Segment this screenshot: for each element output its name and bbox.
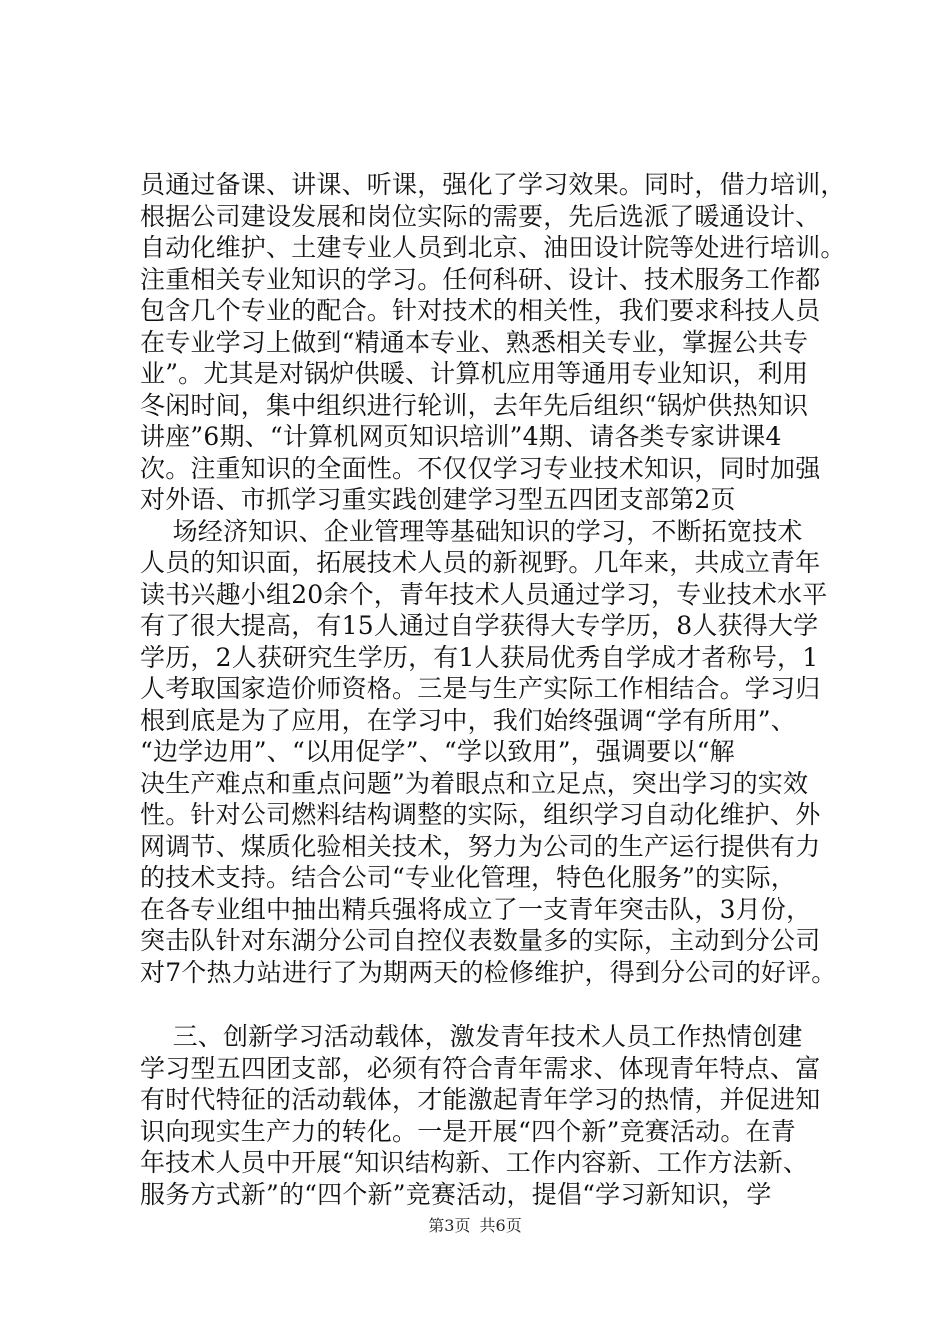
text-line: 根到底是为了应用，在学习中，我们始终强调“学有所用”、 bbox=[140, 705, 796, 735]
text-line: 根据公司建设发展和岗位实际的需要，先后选派了暖通设计、 bbox=[140, 201, 821, 231]
text-line: 自动化维护、土建专业人员到北京、油田设计院等处进行培训。 bbox=[140, 233, 846, 262]
body-text-block-1 bbox=[140, 169, 846, 988]
text-line: 次。注重知识的全面性。不仅仅学习专业技术知识，同时加强 bbox=[140, 453, 821, 483]
page-total: 共6页 bbox=[479, 1216, 522, 1235]
text-line: 有时代特征的活动载体，才能激起青年学习的热情，并促进知 bbox=[140, 1085, 821, 1114]
text-line: 三、创新学习活动载体，激发青年技术人员工作热情创建 bbox=[140, 1022, 803, 1051]
text-line: 性。针对公司燃料结构调整的实际，组织学习自动化维护、外 bbox=[140, 800, 821, 829]
page-footer bbox=[0, 1216, 950, 1236]
text-line: 服务方式新”的“四个新”竞赛活动，提倡“学习新知识，学 bbox=[140, 1179, 772, 1209]
text-line: 讲座”6期、“计算机网页知识培训”4期、请各类专家讲课4 bbox=[140, 422, 782, 451]
text-line: 网调节、煤质化验相关技术，努力为公司的生产运行提供有力 bbox=[140, 831, 821, 861]
text-line: 业”。尤其是对锅炉供暖、计算机应用等通用专业知识，利用 bbox=[140, 359, 809, 388]
text-line: 决生产难点和重点问题”为着眼点和立足点，突出学习的实效 bbox=[140, 768, 809, 798]
text-line: 对外语、市抓学习重实践创建学习型五四团支部第2页 bbox=[140, 485, 736, 514]
text-line: 有了很大提高，有15人通过自学获得大专学历，8人获得大学 bbox=[140, 611, 819, 640]
body-text-block-2 bbox=[140, 1021, 820, 1210]
text-line: 人员的知识面，拓展技术人员的新视野。几年来，共成立青年 bbox=[140, 548, 821, 577]
text-line: “边学边用”、“以用促学”、“学以致用”，强调要以“解 bbox=[140, 737, 735, 766]
text-line: 年技术人员中开展“知识结构新、工作内容新、工作方法新、 bbox=[140, 1148, 809, 1177]
text-line: 员通过备课、讲课、听课，强化了学习效果。同时，借力培训， bbox=[140, 170, 846, 199]
text-line: 突击队针对东湖分公司自控仪表数量多的实际，主动到分公司 bbox=[140, 926, 821, 955]
text-line: 读书兴趣小组20余个，青年技术人员通过学习，专业技术水平 bbox=[140, 579, 828, 609]
text-line: 识向现实生产力的转化。一是开展“四个新”竞赛活动。在青 bbox=[140, 1116, 796, 1146]
text-line: 在专业学习上做到“精通本专业、熟悉相关专业，掌握公共专 bbox=[140, 327, 809, 357]
text-line: 对7个热力站进行了为期两天的检修维护，得到分公司的好评。 bbox=[140, 957, 837, 987]
text-line: 注重相关专业知识的学习。任何科研、设计、技术服务工作都 bbox=[140, 264, 821, 294]
text-line: 包含几个专业的配合。针对技术的相关性，我们要求科技人员 bbox=[140, 296, 821, 325]
text-line: 冬闲时间，集中组织进行轮训，去年先后组织“锅炉供热知识 bbox=[140, 390, 809, 420]
text-line: 学历，2人获研究生学历，有1人获局优秀自学成才者称号，1 bbox=[140, 642, 819, 672]
page-number: 第3页 bbox=[428, 1216, 471, 1235]
text-line: 场经济知识、企业管理等基础知识的学习，不断拓宽技术 bbox=[140, 516, 803, 546]
text-line: 人考取国家造价师资格。三是与生产实际工作相结合。学习归 bbox=[140, 674, 821, 703]
text-line: 的技术支持。结合公司“专业化管理，特色化服务”的实际， bbox=[140, 863, 796, 892]
text-line: 学习型五四团支部，必须有符合青年需求、体现青年特点、富 bbox=[140, 1053, 821, 1083]
text-line: 在各专业组中抽出精兵强将成立了一支青年突击队，3月份， bbox=[140, 894, 812, 924]
